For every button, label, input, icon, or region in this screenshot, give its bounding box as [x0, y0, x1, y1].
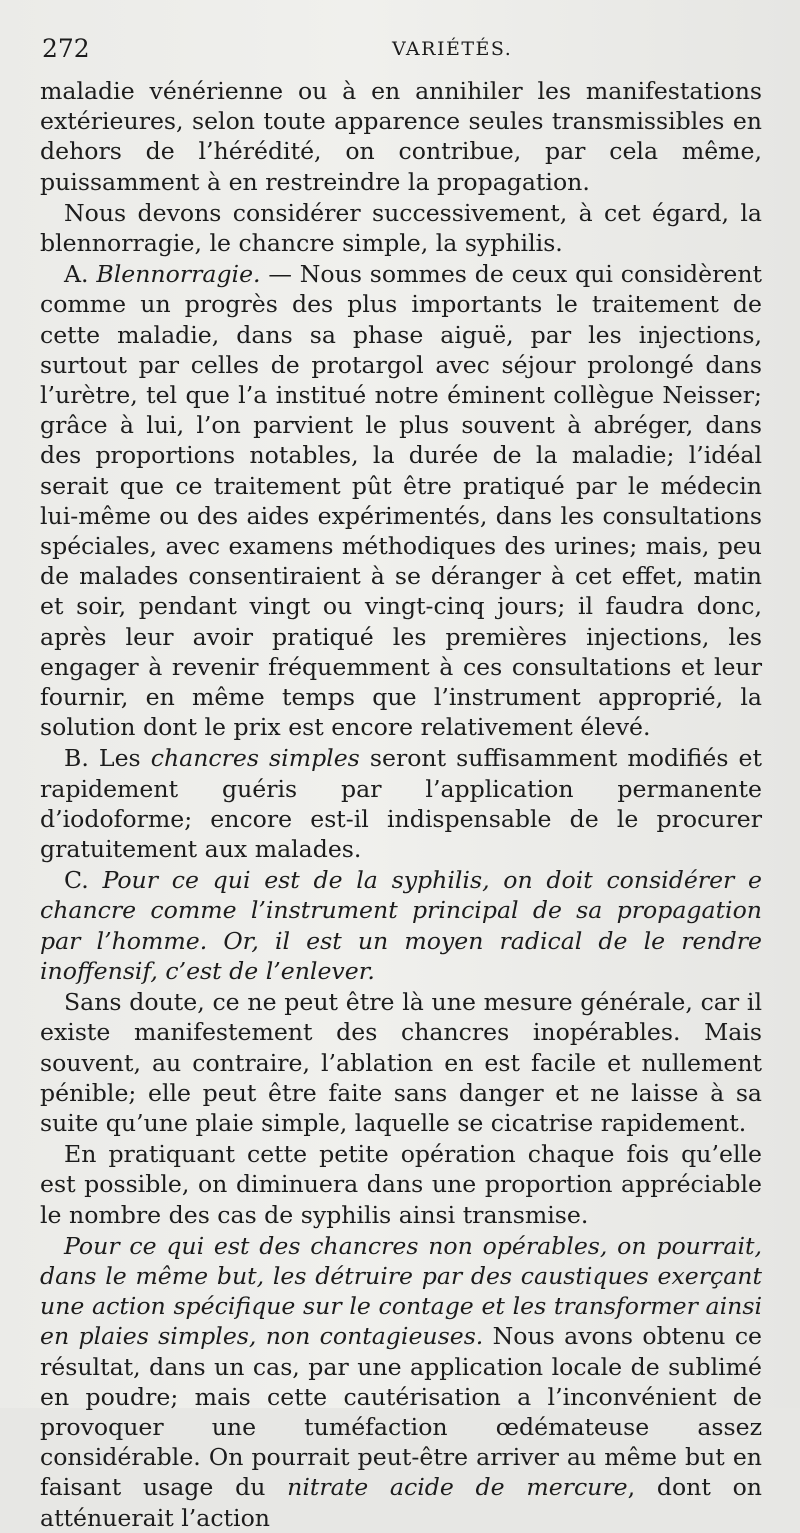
paragraph-chancres-simples-text: seront suffisamment modifiés et rapidement guéris par l’application permanente d’iodoforme; encore est-il indispensable de le procurer gratuitement aux malades.: [40, 744, 762, 864]
paragraph-blennorragie-text: — Nous sommes de ceux qui considèrent comme un progrès des plus importants le traitement de cette maladie, dans sa phase aiguë, par les injections, surtout par celles de protargol avec séjour prolongé dans l’urètre, tel que l’a institué notre éminent collègue Neisser; grâce à lui, l’on parvient le plus souvent à abréger, dans des proportions notables, la durée de la maladie; l’idéal serait que ce traitement pût être pratiqué par le médecin lui-même ou des aides expérimentés, dans les consultations spéciales, avec examens méthodiques des urines; mais, peu de malades consentiraient à se déranger à cet effet, matin et soir, pendant vingt ou vingt-cinq jours; il faudra donc, après leur avoir pratiqué les premières injections, les engager à revenir fréquemment à ces consultations et leur fournir, en même temps que l’instrument approprié, la solution dont le prix est encore relativement élevé.: [40, 260, 763, 742]
section-label-b: B. Les: [64, 744, 151, 773]
paragraph-syphilis-text: Pour ce qui est de la syphilis, on doit considérer e chancre comme l’instrument principal de sa propagation par l’homme. Or, il est un moyen radical de le rendre inoffensif, c’est de l’enlever.: [40, 866, 762, 985]
paragraph-7: En pratiquant cette petite opération chaque fois qu’elle est possible, on diminuera dans une proportion appréciable le nombre des cas de syphilis ainsi transmise.: [40, 1140, 762, 1229]
section-label-c: C.: [64, 866, 103, 895]
page-header: [40, 34, 760, 70]
paragraph-1: maladie vénérienne ou à en annihiler les manifestations extérieures, selon toute apparence seules transmissibles en dehors de l’hérédité, on contribue, par cela même, puissamment à en restreindre la propagation.: [40, 77, 762, 196]
section-title-chancres-simples: chancres simples: [150, 744, 360, 773]
body-text: [40, 76, 762, 1533]
paragraph-blennorragie: [40, 259, 762, 742]
paragraph-chancres-simples: [40, 743, 762, 864]
paragraph-8-italic-2: nitrate acide de mercure: [287, 1473, 628, 1502]
section-label-a: A.: [64, 260, 89, 289]
paragraph-syphilis: [40, 865, 762, 986]
running-head: VARIÉTÉS.: [392, 38, 513, 60]
section-title-blennorragie: Blennorragie.: [96, 260, 261, 289]
paragraph-8-italic: Pour ce qui est des chancres non opérables, on pourrait, dans le même but, les détruire par des caustiques exerçant une action spécifique sur le contage et les transformer ainsi en plaies simples, non contagieuses.: [40, 1231, 762, 1351]
paragraph-8: [40, 1231, 762, 1533]
paragraph-2: Nous devons considérer successivement, à cet égard, la blennorragie, le chancre simple, la syphilis.: [40, 198, 762, 258]
paragraph-6: Sans doute, ce ne peut être là une mesure générale, car il existe manifestement des chancres inopérables. Mais souvent, au contraire, l’ablation en est facile et nullement pénible; elle peut être faite sans danger et ne laisse à sa suite qu’une plaie simple, laquelle se cicatrise rapidement.: [40, 988, 762, 1137]
paragraph-8-text-1: Nous avons obtenu ce résultat, dans un cas, par une application locale de sublimé en poudre; mais cette cautérisation a l’inconvénient de provoquer une tuméfaction œdémateuse assez considérable. On pourrait peut-être arriver au même but en faisant usage du: [40, 1322, 763, 1502]
paragraph-8-text-2: , dont on atténuerait l’action: [40, 1473, 762, 1532]
page-number: 272: [42, 34, 90, 63]
